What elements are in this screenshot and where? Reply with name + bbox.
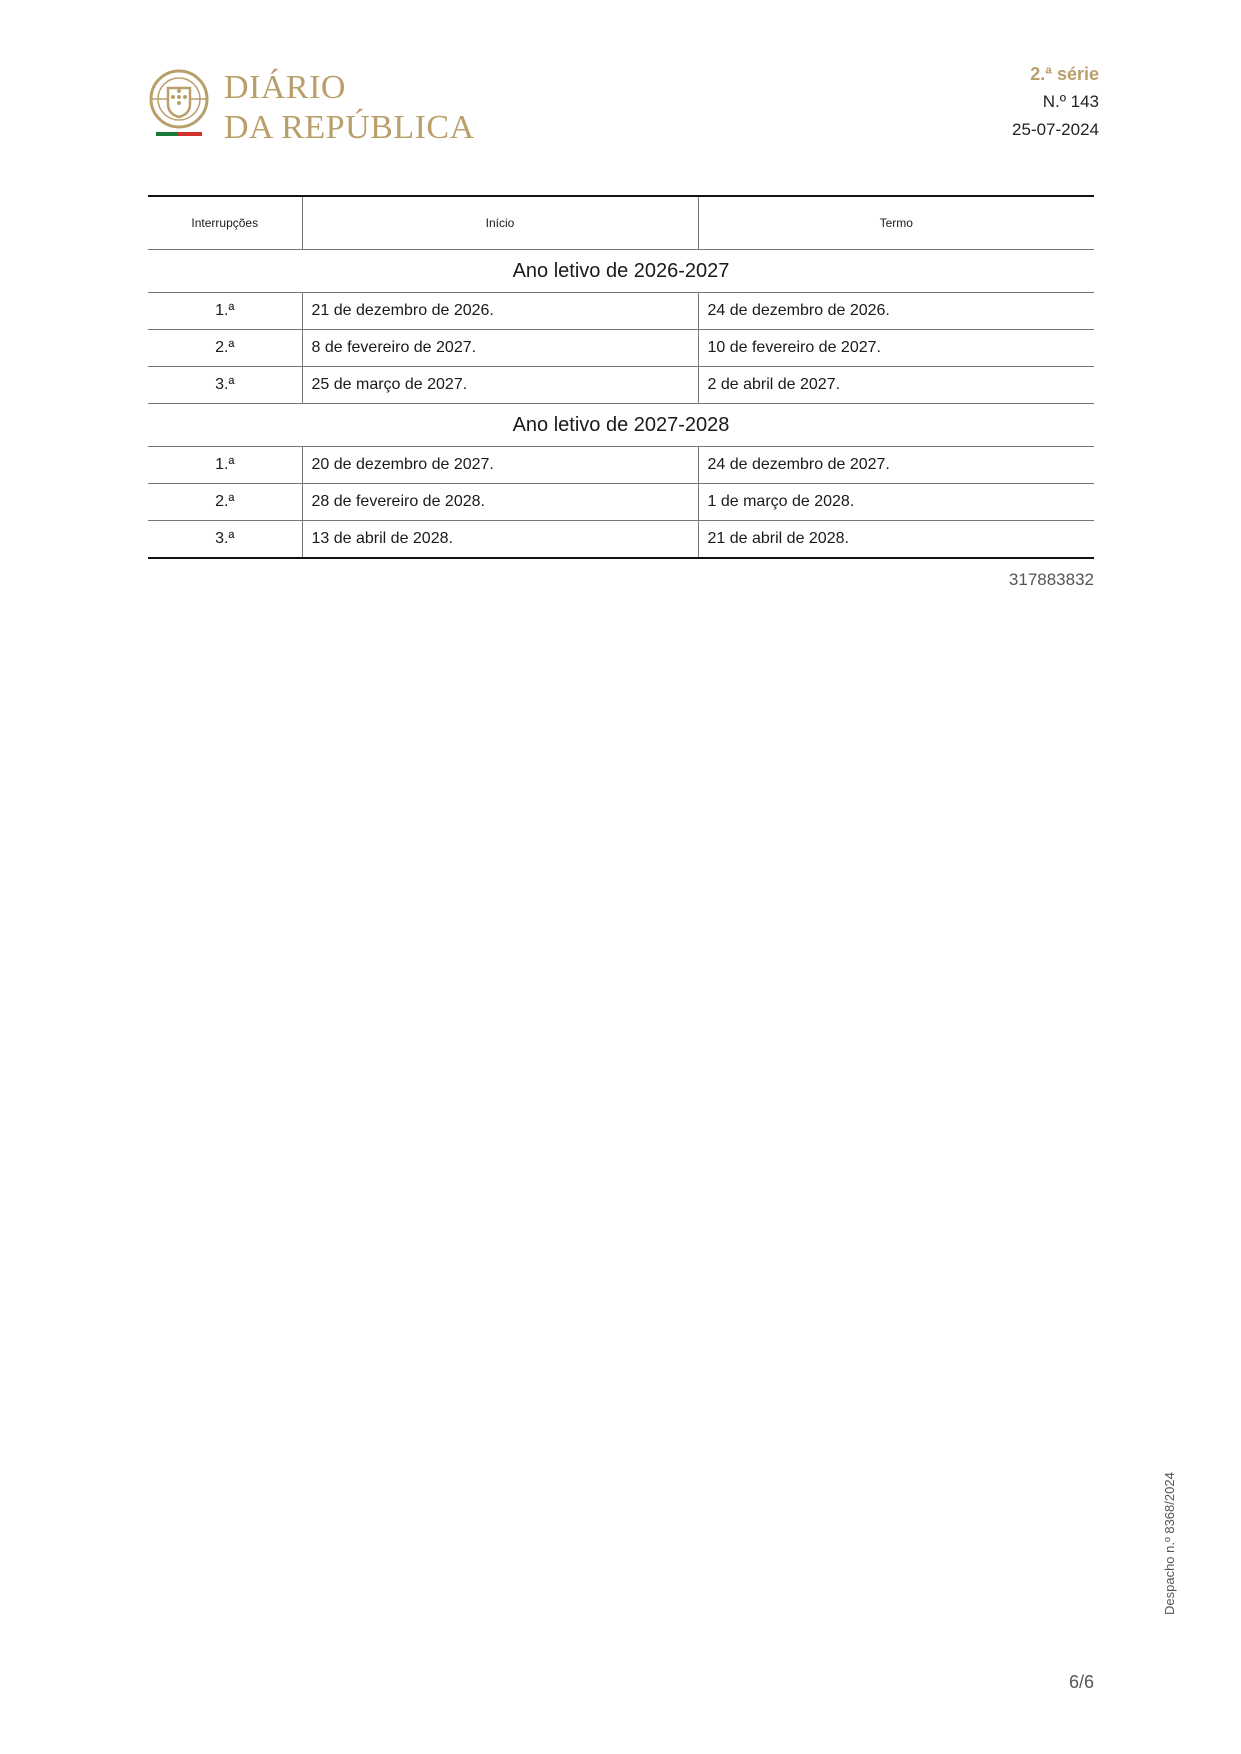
table-row bbox=[148, 367, 1094, 404]
break-ordinal: 2.ª bbox=[148, 484, 302, 521]
break-start: 20 de dezembro de 2027. bbox=[302, 447, 698, 484]
table-row bbox=[148, 484, 1094, 521]
break-ordinal: 2.ª bbox=[148, 330, 302, 367]
logo-line-2: DA REPÚBLICA bbox=[224, 109, 475, 146]
school-breaks-table bbox=[148, 195, 1094, 559]
break-ordinal: 3.ª bbox=[148, 521, 302, 559]
break-start: 13 de abril de 2028. bbox=[302, 521, 698, 559]
column-header-interrupcoes: Interrupções bbox=[148, 196, 302, 250]
table-row bbox=[148, 293, 1094, 330]
column-header-inicio: Início bbox=[302, 196, 698, 250]
column-header-termo: Termo bbox=[698, 196, 1094, 250]
break-start: 28 de fevereiro de 2028. bbox=[302, 484, 698, 521]
table-row bbox=[148, 447, 1094, 484]
issue-info bbox=[1012, 60, 1099, 144]
page-number: 6/6 bbox=[1068, 1672, 1094, 1692]
break-end: 2 de abril de 2027. bbox=[698, 367, 1094, 404]
table-header-row bbox=[148, 196, 1094, 250]
break-end: 24 de dezembro de 2027. bbox=[698, 447, 1094, 484]
break-end: 21 de abril de 2028. bbox=[698, 521, 1094, 559]
issue-date: 25-07-2024 bbox=[1012, 120, 1099, 139]
break-start: 25 de março de 2027. bbox=[302, 367, 698, 404]
break-ordinal: 3.ª bbox=[148, 367, 302, 404]
serie-label: 2.ª série bbox=[1030, 64, 1099, 84]
break-end: 10 de fevereiro de 2027. bbox=[698, 330, 1094, 367]
coat-of-arms-icon bbox=[148, 66, 210, 140]
break-end: 24 de dezembro de 2026. bbox=[698, 293, 1094, 330]
table-row bbox=[148, 521, 1094, 559]
break-start: 8 de fevereiro de 2027. bbox=[302, 330, 698, 367]
logo-line-1: DIÁRIO bbox=[224, 69, 346, 106]
document-reference-number: 317883832 bbox=[1008, 570, 1094, 589]
year-group-title: Ano letivo de 2026-2027 bbox=[148, 250, 1094, 293]
table-row bbox=[148, 330, 1094, 367]
issue-number: N.º 143 bbox=[1042, 92, 1099, 111]
year-group-row bbox=[148, 250, 1094, 293]
break-ordinal: 1.ª bbox=[148, 447, 302, 484]
logo-wordmark bbox=[224, 68, 475, 148]
break-start: 21 de dezembro de 2026. bbox=[302, 293, 698, 330]
break-ordinal: 1.ª bbox=[148, 293, 302, 330]
break-end: 1 de março de 2028. bbox=[698, 484, 1094, 521]
year-group-title: Ano letivo de 2027-2028 bbox=[148, 404, 1094, 447]
year-group-row bbox=[148, 404, 1094, 447]
diario-da-republica-logo bbox=[148, 66, 478, 146]
side-note-despacho: Despacho n.º 8368/2024 bbox=[1162, 1472, 1177, 1615]
